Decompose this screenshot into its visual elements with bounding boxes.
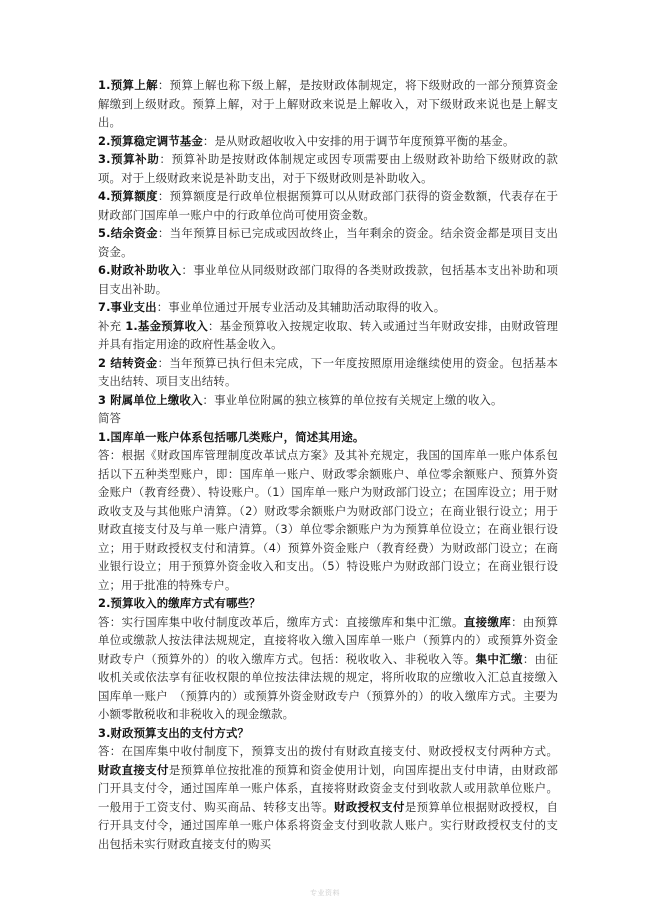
term-paragraph [98, 298, 558, 317]
answer-text: ：由征收机关或依法享有征收权限的单位按法律法规的规定，将所收取的应缴收入汇总直接缴入国库单一账户 （预算内的）或预算外资金财政专户（预算外的）的收入缴库方式。主要为小额零散税收和非税收入的现金缴款。 [98, 651, 559, 721]
term-title: 5.结余资金 [98, 226, 158, 240]
question-heading: 2.预算收入的缴库方式有哪些？ [98, 596, 261, 610]
term-definition: 当年预算目标已完成或因故终止，当年剩余的资金。结余资金都是项目支出资金。 [98, 226, 559, 259]
document-body [98, 76, 558, 853]
answer-text: 是预算单位按批准的预算和资金使用计划，向国库提出支付申请，由财政部门开具支付令，通过国库单一账户体系，直接将财政资金支付到收款人或用款单位账户。一般用于工资支付、购买商品、转移支出等。 [98, 762, 558, 814]
term-title: 1.预算上解 [98, 78, 158, 92]
page-footer: 专业资料 [310, 889, 340, 897]
term-title: 6.财政补助收入 [98, 263, 182, 277]
answer-paragraph [98, 446, 558, 594]
term-definition: 基金预算收入按规定收取、转入或通过当年财政安排，由财政管理并具有指定用途的政府性基金收入。 [98, 318, 558, 351]
term-definition: 事业单位从同级财政部门取得的各类财政拨款，包括基本支出补助和项目支出补助。 [98, 263, 558, 296]
term-definition: 是从财政超收收入中安排的用于调节年度预算平衡的基金。 [214, 133, 515, 148]
answer-keyword: 财政直接支付 [98, 762, 169, 777]
answer-text: 是预算单位根据财政授权，自行开具支付令，通过国库单一账户体系将资金支付到收款人账户。实行财政授权支付的支出包括未实行财政直接支付的购买 [98, 799, 558, 851]
answer-paragraph [98, 742, 558, 853]
term-paragraph [98, 187, 558, 224]
term-separator: ： [157, 78, 170, 92]
term-paragraph [98, 76, 558, 132]
term-paragraph [98, 317, 558, 354]
answer-keyword: 财政授权支付 [334, 799, 405, 814]
term-paragraph [98, 261, 558, 298]
term-title: 7.事业支出 [98, 300, 157, 314]
term-title: 3.预算补助 [98, 152, 160, 166]
term-separator: ： [157, 226, 170, 240]
term-definition: 预算额度是行政单位根据预算可以从财政部门获得的资金数额，代表存在于财政部门国库单一账户中的行政单位尚可使用资金数。 [98, 189, 559, 222]
answer-text: 答：实行国库集中收付制度改革后，缴库方式：直接缴库和集中汇缴。 [98, 614, 464, 629]
term-separator: ： [202, 392, 215, 407]
term-paragraph [98, 224, 558, 261]
term-separator: ： [157, 189, 170, 203]
term-title: 2.预算稳定调节基金 [98, 133, 203, 148]
term-title: 4.预算额度 [98, 189, 158, 203]
term-separator: ： [202, 133, 215, 148]
question-heading: 3.财政预算支出的支付方式？ [98, 725, 250, 740]
answer-keyword: 直接缴库 [463, 614, 512, 629]
term-prefix: 补充 [98, 318, 126, 333]
term-definition: 预算补助是按财政体制规定或因专项需要由上级财政补助给下级财政的款项。对于上级财政来说是补助支出，对于下级财政则是补助收入。 [98, 152, 558, 185]
answer-text: ：由预算单位或缴款人按法律法规规定，直接将收入缴入国库单一账户（预算内的）或预算外资金财政专户（预算外的）的收入缴库方式。包括：税收收入、非税收入等。 [98, 614, 559, 666]
term-separator: ： [181, 263, 194, 277]
answer-keyword: 集中汇缴 [475, 651, 523, 666]
term-definition: 事业单位通过开展专业活动及其辅助活动取得的收入。 [168, 300, 446, 314]
term-separator: ： [156, 300, 169, 314]
term-title: 1.基金预算收入 [125, 318, 208, 333]
answer-text: 答：根据《财政国库管理制度改革试点方案》及其补充规定，我国的国库单一账户体系包括以下五种类型账户，即：国库单一账户、财政零余额账户、单位零余额账户、预算外资金账户（教育经费）、特设账户。（1）国库单一账户为财政部门设立；在国库设立；用于财政收支及与其他账户清算。（2）财政零余额账户为财政部门设立；在商业银行设立；用于财政直接支付及与单一账户清算。（3）单位零余额账户为为预算单位设立；在商业银行设立；用于财政授权支付和清算。（4）预算外资金账户（教育经费）为财政部门设立；在商业银行设立；用于预算外资金收入和支出。（5）特设账户为财政部门设立；在商业银行设立；用于批准的特殊专户。 [98, 448, 558, 592]
term-paragraph [98, 354, 558, 391]
answer-text: 答：在国库集中收付制度下，预算支出的拨付有财政直接支付、财政授权支付两种方式。 [98, 744, 558, 758]
term-definition: 当年预算已执行但未完成，下一年度按照原用途继续使用的资金。包括基本支出结转、项目支出结转。 [98, 355, 559, 388]
term-definition: 预算上解也称下级上解，是按财政体制规定，将下级财政的一部分预算资金解缴到上级财政。预算上解，对于上解财政来说是上解收入，对下级财政来说也是上解支出。 [98, 78, 559, 129]
term-title: 2 结转资金 [98, 355, 158, 370]
term-definition: 事业单位附属的独立核算的单位按有关规定上缴的收入。 [214, 392, 503, 407]
term-paragraph [98, 391, 558, 410]
term-separator: ： [157, 355, 170, 370]
answer-paragraph [98, 613, 558, 724]
term-paragraph [98, 132, 558, 151]
term-title: 3 附属单位上缴收入 [98, 392, 203, 407]
section-label: 简答 [98, 411, 122, 425]
term-separator: ： [207, 318, 220, 333]
term-paragraph [98, 150, 558, 187]
term-separator: ： [159, 152, 172, 166]
question-heading: 1.国库单一账户体系包括哪几类账户，简述其用途。 [98, 429, 365, 444]
